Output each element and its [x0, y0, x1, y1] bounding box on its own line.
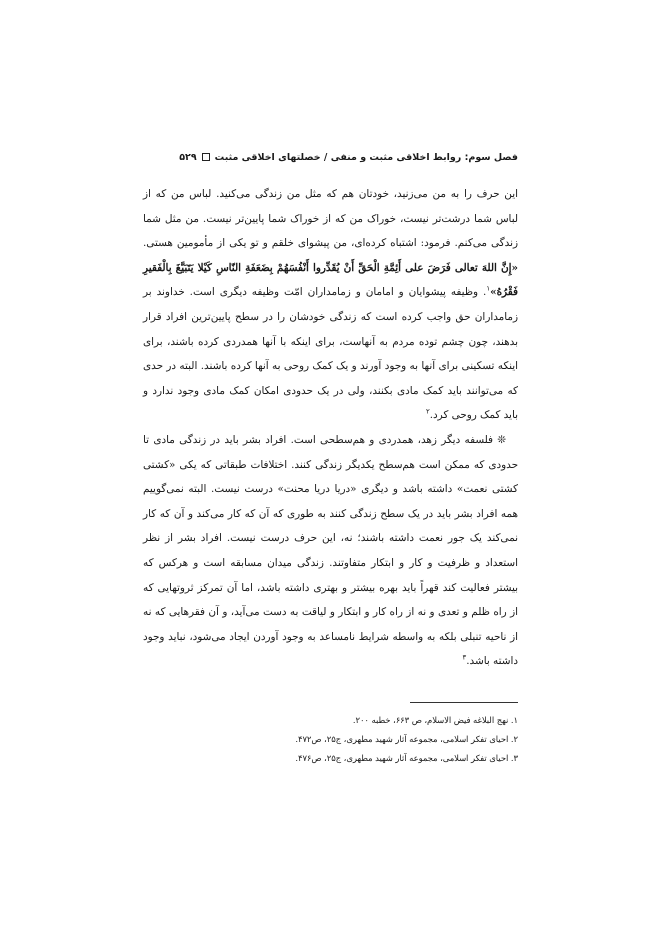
running-header: [143, 148, 518, 166]
body-text: [143, 182, 518, 674]
arabic-quote: «إِنَّ اللهَ تعالی فَرَضَ علی أَئِمَّةِ الْحَقِّ أَنْ یُقَدِّروا أَنْفُسَهُمْ بِضَعَفَةِ النّاسِ کَیْلا یَتَبَیَّغَ بِالْفَقیرِ فَقْرُهُ»: [143, 261, 518, 299]
paragraph-1: [143, 182, 518, 428]
footnote-2: ۲. احیای تفکر اسلامی، مجموعه آثار شهید مطهری، ج۲۵، ص۴۷۲.: [295, 734, 518, 744]
footnote-1: ۱. نهج البلاغه فیض الاسلام، ص ۶۶۳، خطبه ۲۰۰.: [352, 715, 518, 725]
paragraph-2-text: ❊ فلسفه دیگر زهد، همدردی و هم‌سطحی است. افراد بشر باید در زندگی مادی تا حدودی که ممکن است هم‌سطح یکدیگر زندگی کنند. اختلافات طبقاتی که یکی «کشتی کشتی نعمت» داشته باشد و دیگری «دریا دریا محنت» درست نیست. البته نمی‌گوییم همه افراد بشر باید در یک سطح زندگی کنند به طوری که آن که کار می‌کند و آن که کار نمی‌کند یک جور نعمت داشته باشند؛ نه، این حرف درست نیست. افراد بشر از نظر استعداد و ظرفیت و کار و ابتکار متفاوتند. زندگی میدان مسابقه است و هرکس که بیشتر فعالیت کند قهراً باید بهره بیشتر و بهتری داشته باشد، اما آن تمرکز ثروتهایی که از راه ظلم و تعدی و نه از راه کار و ابتکار و لیاقت به دست می‌آید، و آن فقرهایی که نه از ناحیه تنبلی بلکه به واسطه شرایط نامساعد به وجود آوردن ایجاد می‌شود، نباید وجود داشته باشد.: [143, 433, 518, 668]
footnote-ref-2: ۲: [425, 407, 430, 416]
page-number: ۵۲۹: [179, 151, 197, 163]
square-bullet-icon: [202, 153, 210, 161]
footnote-ref-1: ۱: [486, 284, 491, 293]
footnote-3: ۳. احیای تفکر اسلامی، مجموعه آثار شهید مطهری، ج۲۵، ص۴۷۶.: [295, 753, 518, 763]
paragraph-1-text-before: این حرف را به من می‌زنید، خودتان هم که مثل من زندگی می‌کنید. لباس من که از لباس شما درشت‌تر نیست، خوراک من که از خوراک شما پایین‌تر نیست. من مثل شما زندگی می‌کنم. فرمود: اشتباه کرده‌ای، من پیشوای خلقم و تو یکی از مأمومین هستی.: [143, 188, 518, 250]
paragraph-2: [143, 428, 518, 674]
footnote-divider: [410, 702, 518, 703]
paragraph-1-text-after: . وظیفه پیشوایان و امامان و زمامداران امّت وظیفه دیگری است. خداوند بر زمامداران حق واجب کرده است که زندگی خودشان را در سطح پایین‌ترین افراد قرار بدهند، چون چشم توده مردم به آنهاست، برای اینکه با آنها همدردی کرده باشند، برای اینکه تسکینی برای آنها به وجود آورند و یک کمک روحی به آنها کرده باشند. البته در حدی که می‌توانند باید کمک مادی بکنند، ولی در یک حدودی امکان کمک مادی وجود ندارد و باید کمک روحی کرد.: [143, 286, 518, 422]
footnotes: [143, 711, 518, 768]
chapter-title: فصل سوم: روابط اخلاقی مثبت و منفی / خصلتهای اخلاقی مثبت: [214, 151, 518, 163]
footnote-ref-3: ۳: [462, 653, 467, 662]
